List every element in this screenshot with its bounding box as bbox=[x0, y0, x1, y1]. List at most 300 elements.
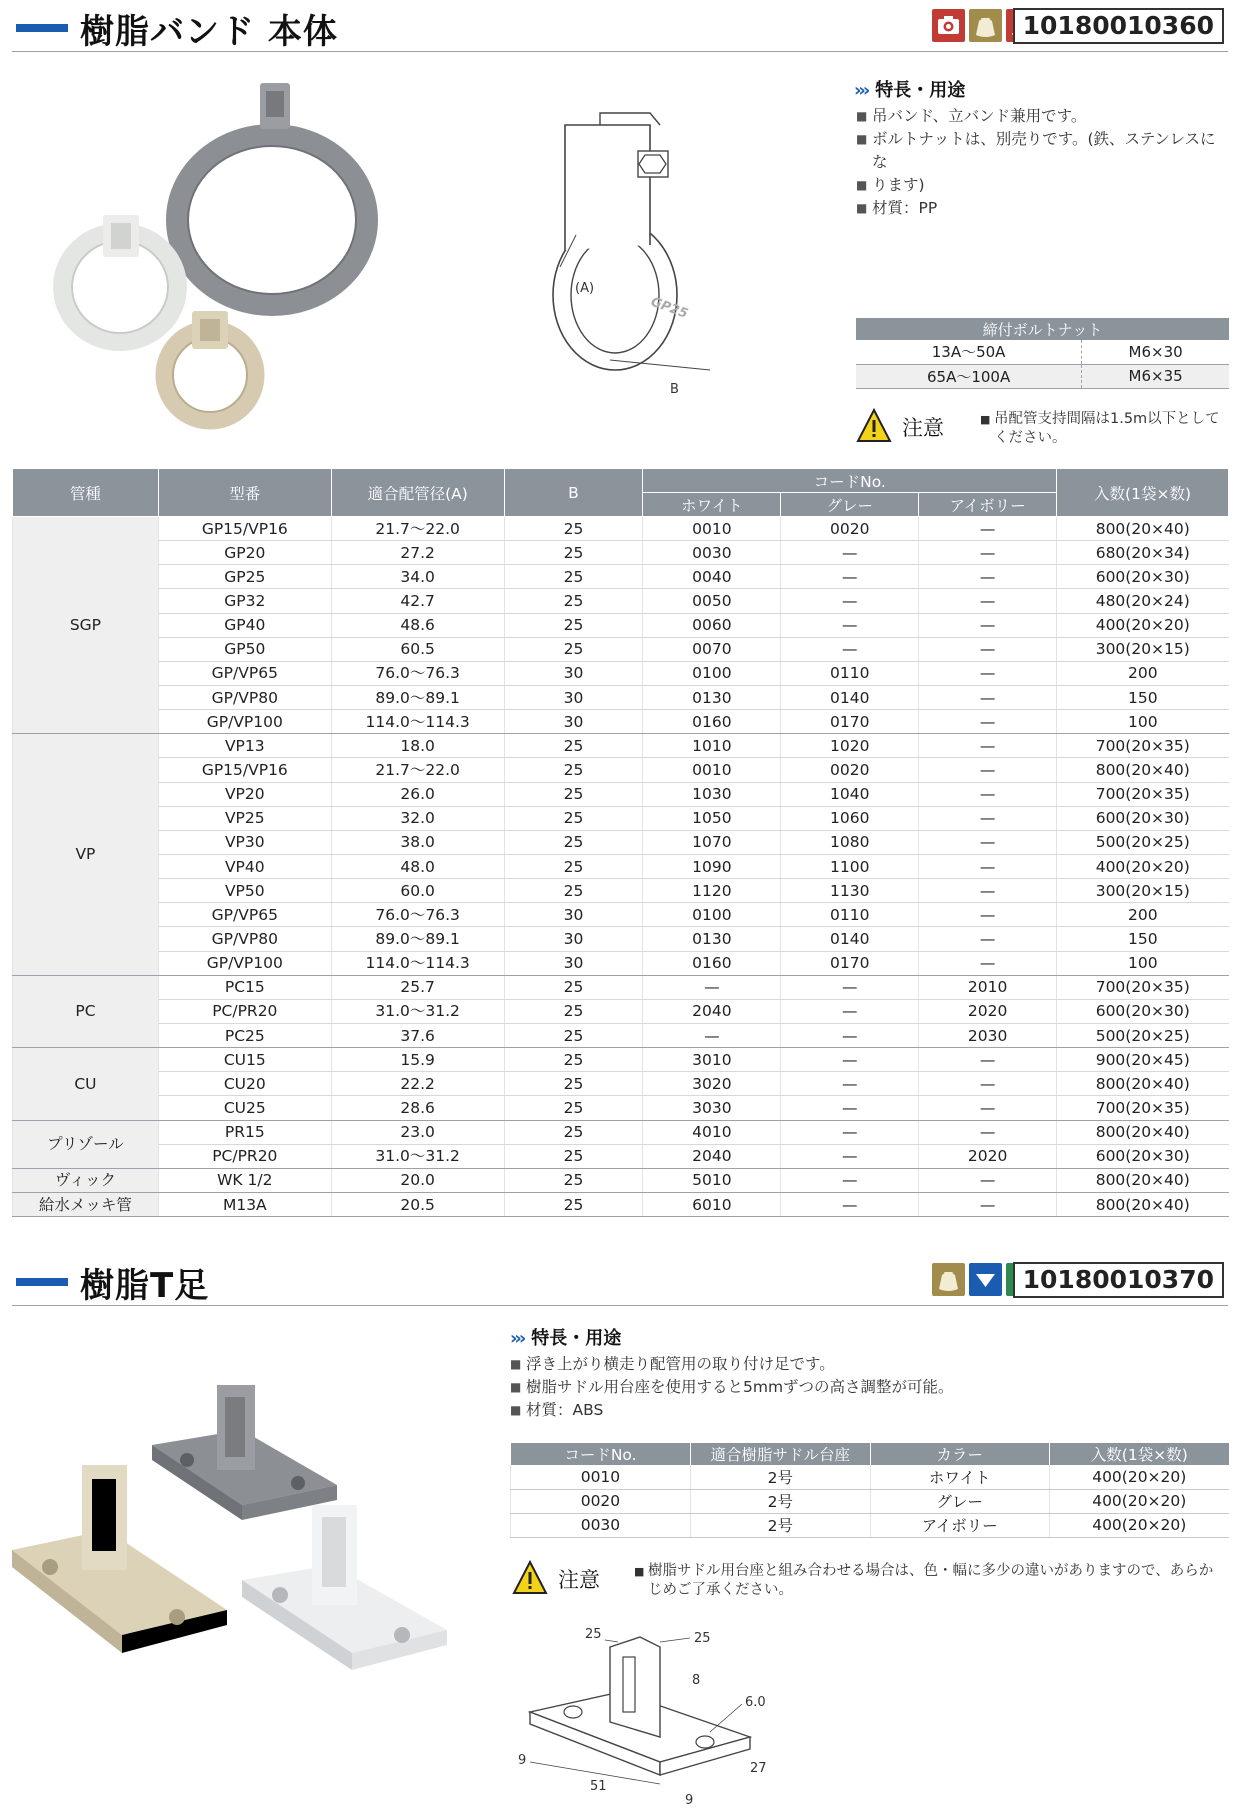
band-spec-table bbox=[12, 468, 1229, 1217]
table-cell: 0170 bbox=[781, 710, 919, 734]
table-cell: VP25 bbox=[158, 806, 331, 830]
table-cell: 0100 bbox=[643, 661, 781, 685]
table-cell: VP13 bbox=[158, 734, 331, 758]
bolt-range: 13A～50A bbox=[856, 340, 1082, 364]
pipe-kind-cell: SGP bbox=[13, 517, 159, 734]
table-cell: — bbox=[643, 1023, 781, 1047]
product-code: 10180010370 bbox=[1013, 1262, 1224, 1298]
col-b: B bbox=[504, 469, 643, 517]
table-cell: 26.0 bbox=[331, 782, 504, 806]
table-row bbox=[13, 1192, 1229, 1216]
table-cell: 2040 bbox=[643, 999, 781, 1023]
table-cell: — bbox=[919, 589, 1057, 613]
table-cell: 30 bbox=[504, 951, 643, 975]
caution-text: ■ 吊配管支持間隔は1.5m以下として ください。 bbox=[980, 411, 1220, 446]
table-cell: — bbox=[919, 758, 1057, 782]
table-row bbox=[13, 903, 1229, 927]
table-cell: 2号 bbox=[690, 1513, 870, 1537]
pipe-kind-cell: プリゾール bbox=[13, 1120, 159, 1168]
table-cell: — bbox=[781, 1072, 919, 1096]
table-cell: 700(20×35) bbox=[1057, 734, 1229, 758]
table-row bbox=[13, 1096, 1229, 1120]
pipe-kind-cell: ヴィック bbox=[13, 1168, 159, 1192]
features-list bbox=[856, 105, 1231, 220]
table-cell: GP15/VP16 bbox=[158, 758, 331, 782]
table-cell: VP40 bbox=[158, 854, 331, 878]
table-cell: 680(20×34) bbox=[1057, 541, 1229, 565]
table-cell: グレー bbox=[870, 1489, 1049, 1513]
table-cell: 30 bbox=[504, 661, 643, 685]
table-cell: 0010 bbox=[511, 1465, 691, 1489]
table-cell: 25 bbox=[504, 589, 643, 613]
bolt-range: 65A～100A bbox=[856, 364, 1082, 388]
pipe-kind-cell: PC bbox=[13, 975, 159, 1047]
dim-label: 25 bbox=[585, 1627, 602, 1642]
diagram-stamp: GP25 bbox=[648, 294, 690, 322]
table-cell: 0020 bbox=[781, 758, 919, 782]
features-list bbox=[510, 1353, 1230, 1422]
table-cell: 32.0 bbox=[331, 806, 504, 830]
table-cell: 6010 bbox=[643, 1192, 781, 1216]
table-cell: 0060 bbox=[643, 613, 781, 637]
table-cell: 25 bbox=[504, 1120, 643, 1144]
table-cell: — bbox=[781, 1144, 919, 1168]
table-cell: — bbox=[781, 1120, 919, 1144]
table-cell: 25 bbox=[504, 1144, 643, 1168]
table-cell: 25 bbox=[504, 565, 643, 589]
table-cell: 300(20×15) bbox=[1057, 879, 1229, 903]
table-cell: 0100 bbox=[643, 903, 781, 927]
table-cell: 48.6 bbox=[331, 613, 504, 637]
table-row bbox=[13, 661, 1229, 685]
table-cell: — bbox=[919, 782, 1057, 806]
table-cell: 0140 bbox=[781, 927, 919, 951]
table-cell: PC/PR20 bbox=[158, 1144, 331, 1168]
table-row bbox=[13, 1120, 1229, 1144]
chevron-right-icon: ››› bbox=[854, 80, 868, 101]
table-cell: — bbox=[919, 927, 1057, 951]
table-cell: — bbox=[781, 1096, 919, 1120]
feature-item: ■ 浮き上がり横走り配管用の取り付け足です。 bbox=[510, 1353, 1230, 1376]
diagram-label-a: (A) bbox=[575, 281, 595, 296]
table-cell: 0020 bbox=[511, 1489, 691, 1513]
bolt-table-header: 締付ボルトナット bbox=[856, 318, 1229, 340]
table-cell: 25 bbox=[504, 1072, 643, 1096]
table-cell: 89.0～89.1 bbox=[331, 685, 504, 709]
table-cell: 30 bbox=[504, 903, 643, 927]
table-cell: 76.0～76.3 bbox=[331, 903, 504, 927]
table-cell: 21.7～22.0 bbox=[331, 758, 504, 782]
table-row bbox=[13, 975, 1229, 999]
table-cell: 480(20×24) bbox=[1057, 589, 1229, 613]
table-row bbox=[13, 999, 1229, 1023]
table-cell: 800(20×40) bbox=[1057, 1120, 1229, 1144]
table-cell: 700(20×35) bbox=[1057, 975, 1229, 999]
table-cell: CU25 bbox=[158, 1096, 331, 1120]
table-cell: 21.7～22.0 bbox=[331, 517, 504, 541]
feature-item: ■ 樹脂サドル用台座を使用すると5mmずつの高さ調整が可能。 bbox=[510, 1376, 1230, 1399]
table-row bbox=[511, 1465, 1230, 1489]
table-cell: 0130 bbox=[643, 685, 781, 709]
table-cell: — bbox=[781, 999, 919, 1023]
table-cell: VP50 bbox=[158, 879, 331, 903]
dim-label: 9 bbox=[685, 1793, 694, 1808]
table-cell: 800(20×40) bbox=[1057, 1072, 1229, 1096]
table-cell: 76.0～76.3 bbox=[331, 661, 504, 685]
table-cell: 2020 bbox=[919, 999, 1057, 1023]
table-cell: — bbox=[919, 613, 1057, 637]
table-cell: 400(20×20) bbox=[1049, 1489, 1229, 1513]
table-cell: — bbox=[919, 661, 1057, 685]
table-cell: — bbox=[919, 565, 1057, 589]
table-cell: 30 bbox=[504, 685, 643, 709]
table-cell: 700(20×35) bbox=[1057, 782, 1229, 806]
table-cell: — bbox=[919, 685, 1057, 709]
table-cell: — bbox=[919, 1096, 1057, 1120]
table-row bbox=[511, 1489, 1230, 1513]
table-cell: 1040 bbox=[781, 782, 919, 806]
table-cell: 15.9 bbox=[331, 1048, 504, 1072]
table-row bbox=[13, 734, 1229, 758]
table-cell: 400(20×20) bbox=[1057, 854, 1229, 878]
col-model: 型番 bbox=[158, 469, 331, 517]
table-cell: 1030 bbox=[643, 782, 781, 806]
col-code: コードNo. bbox=[643, 469, 1057, 493]
col-color: カラー bbox=[870, 1443, 1049, 1465]
table-cell: 0130 bbox=[643, 927, 781, 951]
table-cell: 2030 bbox=[919, 1023, 1057, 1047]
table-cell: — bbox=[643, 975, 781, 999]
table-row bbox=[13, 637, 1229, 661]
features-heading: ››› 特長・用途 bbox=[854, 80, 966, 101]
table-cell: 28.6 bbox=[331, 1096, 504, 1120]
table-cell: 2号 bbox=[690, 1489, 870, 1513]
table-cell: 1070 bbox=[643, 830, 781, 854]
features-heading: ››› 特長・用途 bbox=[510, 1328, 622, 1349]
table-cell: 18.0 bbox=[331, 734, 504, 758]
table-cell: 25 bbox=[504, 1096, 643, 1120]
caution-note bbox=[856, 408, 1231, 452]
table-cell: 4010 bbox=[643, 1120, 781, 1144]
bolt-size: M6×35 bbox=[1082, 364, 1229, 388]
table-cell: GP/VP65 bbox=[158, 903, 331, 927]
table-cell: 0010 bbox=[643, 517, 781, 541]
bag-icon bbox=[932, 1263, 965, 1296]
table-row bbox=[13, 589, 1229, 613]
table-cell: 25.7 bbox=[331, 975, 504, 999]
table-cell: 31.0～31.2 bbox=[331, 999, 504, 1023]
table-cell: 0170 bbox=[781, 951, 919, 975]
table-cell: 114.0～114.3 bbox=[331, 951, 504, 975]
table-cell: 20.0 bbox=[331, 1168, 504, 1192]
table-cell: 25 bbox=[504, 637, 643, 661]
table-cell: — bbox=[919, 1192, 1057, 1216]
table-cell: — bbox=[781, 613, 919, 637]
table-cell: GP/VP100 bbox=[158, 951, 331, 975]
table-cell: 30 bbox=[504, 927, 643, 951]
table-cell: — bbox=[919, 637, 1057, 661]
tfoot-spec-table bbox=[510, 1443, 1229, 1538]
table-cell: 1130 bbox=[781, 879, 919, 903]
table-cell: — bbox=[781, 1192, 919, 1216]
table-cell: — bbox=[919, 830, 1057, 854]
table-cell: ホワイト bbox=[870, 1465, 1049, 1489]
col-kind: 管種 bbox=[13, 469, 159, 517]
header-accent-bar bbox=[16, 1278, 68, 1286]
table-cell: CU15 bbox=[158, 1048, 331, 1072]
section-header-tfoot bbox=[12, 1254, 1228, 1306]
feature-item: ■ ボルトナットは、別売りです。(鉄、ステンレスにな bbox=[856, 128, 1231, 174]
table-cell: 114.0～114.3 bbox=[331, 710, 504, 734]
table-cell: 1100 bbox=[781, 854, 919, 878]
table-cell: 700(20×35) bbox=[1057, 1096, 1229, 1120]
table-cell: 3010 bbox=[643, 1048, 781, 1072]
table-cell: 600(20×30) bbox=[1057, 806, 1229, 830]
table-cell: GP/VP80 bbox=[158, 927, 331, 951]
bag-icon bbox=[969, 9, 1002, 42]
dim-label: 51 bbox=[590, 1779, 607, 1794]
table-row bbox=[13, 613, 1229, 637]
table-row bbox=[13, 854, 1229, 878]
table-cell: 60.0 bbox=[331, 879, 504, 903]
bolt-nut-table bbox=[856, 318, 1229, 389]
table-cell: GP/VP65 bbox=[158, 661, 331, 685]
table-cell: VP20 bbox=[158, 782, 331, 806]
table-cell: 1020 bbox=[781, 734, 919, 758]
feature-item-continued: ■ ります) bbox=[856, 174, 1231, 197]
table-cell: GP32 bbox=[158, 589, 331, 613]
table-cell: 38.0 bbox=[331, 830, 504, 854]
table-cell: 100 bbox=[1057, 951, 1229, 975]
table-row bbox=[13, 1048, 1229, 1072]
table-cell: 25 bbox=[504, 1192, 643, 1216]
table-cell: 2号 bbox=[690, 1465, 870, 1489]
table-row bbox=[13, 1168, 1229, 1192]
col-qty: 入数(1袋×数) bbox=[1057, 469, 1229, 517]
table-row bbox=[511, 1513, 1230, 1537]
table-cell: 1010 bbox=[643, 734, 781, 758]
table-cell: — bbox=[919, 879, 1057, 903]
table-cell: 800(20×40) bbox=[1057, 1168, 1229, 1192]
table-cell: — bbox=[919, 1048, 1057, 1072]
down-arrow-icon bbox=[969, 1263, 1002, 1296]
warning-icon bbox=[856, 408, 892, 444]
table-cell: 25 bbox=[504, 782, 643, 806]
table-row bbox=[13, 517, 1229, 541]
table-cell: 34.0 bbox=[331, 565, 504, 589]
table-cell: PC/PR20 bbox=[158, 999, 331, 1023]
table-cell: 25 bbox=[504, 806, 643, 830]
table-cell: 600(20×30) bbox=[1057, 1144, 1229, 1168]
table-cell: — bbox=[919, 1120, 1057, 1144]
table-cell: PR15 bbox=[158, 1120, 331, 1144]
dim-label: 25 bbox=[694, 1631, 711, 1646]
dim-label: 6.0 bbox=[745, 1695, 766, 1710]
table-cell: 900(20×45) bbox=[1057, 1048, 1229, 1072]
table-cell: 25 bbox=[504, 999, 643, 1023]
table-cell: 25 bbox=[504, 734, 643, 758]
table-cell: 3020 bbox=[643, 1072, 781, 1096]
table-cell: CU20 bbox=[158, 1072, 331, 1096]
table-cell: 0020 bbox=[781, 517, 919, 541]
table-cell: 400(20×20) bbox=[1057, 613, 1229, 637]
table-row bbox=[13, 758, 1229, 782]
table-cell: PC25 bbox=[158, 1023, 331, 1047]
table-cell: アイボリー bbox=[870, 1513, 1049, 1537]
table-cell: — bbox=[919, 517, 1057, 541]
table-row bbox=[13, 685, 1229, 709]
table-cell: 0010 bbox=[643, 758, 781, 782]
col-qty: 入数(1袋×数) bbox=[1049, 1443, 1229, 1465]
table-cell: — bbox=[781, 637, 919, 661]
table-row bbox=[13, 782, 1229, 806]
table-cell: — bbox=[919, 903, 1057, 927]
table-row bbox=[13, 927, 1229, 951]
table-cell: 200 bbox=[1057, 661, 1229, 685]
feature-item: ■ 材質：PP bbox=[856, 197, 1231, 220]
table-cell: GP40 bbox=[158, 613, 331, 637]
table-cell: — bbox=[781, 565, 919, 589]
table-cell: 0070 bbox=[643, 637, 781, 661]
table-cell: 25 bbox=[504, 879, 643, 903]
table-cell: 20.5 bbox=[331, 1192, 504, 1216]
header-accent-bar bbox=[16, 24, 68, 32]
table-cell: 2020 bbox=[919, 1144, 1057, 1168]
table-cell: 0110 bbox=[781, 661, 919, 685]
col-diameter: 適合配管径(A) bbox=[331, 469, 504, 517]
tfoot-product-photo bbox=[12, 1375, 502, 1705]
section-title: 樹脂T足 bbox=[80, 1266, 210, 1306]
dim-label: 27 bbox=[750, 1761, 767, 1776]
table-cell: 800(20×40) bbox=[1057, 517, 1229, 541]
table-cell: GP15/VP16 bbox=[158, 517, 331, 541]
table-cell: 1050 bbox=[643, 806, 781, 830]
table-cell: — bbox=[919, 541, 1057, 565]
table-cell: 2010 bbox=[919, 975, 1057, 999]
col-white: ホワイト bbox=[643, 493, 781, 517]
col-saddle: 適合樹脂サドル台座 bbox=[690, 1443, 870, 1465]
table-cell: 3030 bbox=[643, 1096, 781, 1120]
table-cell: M13A bbox=[158, 1192, 331, 1216]
table-cell: 600(20×30) bbox=[1057, 999, 1229, 1023]
table-cell: 27.2 bbox=[331, 541, 504, 565]
table-cell: — bbox=[919, 854, 1057, 878]
table-cell: 0140 bbox=[781, 685, 919, 709]
table-cell: VP30 bbox=[158, 830, 331, 854]
table-cell: 25 bbox=[504, 758, 643, 782]
table-cell: 150 bbox=[1057, 685, 1229, 709]
col-code: コードNo. bbox=[511, 1443, 691, 1465]
table-cell: — bbox=[781, 975, 919, 999]
caution-label: 注意 bbox=[902, 416, 944, 440]
table-cell: PC15 bbox=[158, 975, 331, 999]
table-cell: 1080 bbox=[781, 830, 919, 854]
table-cell: 25 bbox=[504, 1023, 643, 1047]
table-cell: 500(20×25) bbox=[1057, 1023, 1229, 1047]
table-row bbox=[13, 710, 1229, 734]
pipe-kind-cell: CU bbox=[13, 1048, 159, 1120]
col-gray: グレー bbox=[781, 493, 919, 517]
table-cell: 30 bbox=[504, 710, 643, 734]
table-cell: 0050 bbox=[643, 589, 781, 613]
table-cell: — bbox=[781, 1168, 919, 1192]
table-cell: 60.5 bbox=[331, 637, 504, 661]
caution-label: 注意 bbox=[558, 1568, 600, 1592]
table-cell: 1090 bbox=[643, 854, 781, 878]
warning-icon bbox=[512, 1560, 548, 1596]
bolt-size: M6×30 bbox=[1082, 340, 1229, 364]
band-product-photo bbox=[50, 75, 390, 445]
table-cell: 2040 bbox=[643, 1144, 781, 1168]
table-row bbox=[13, 1072, 1229, 1096]
table-cell: — bbox=[919, 1072, 1057, 1096]
table-cell: 89.0～89.1 bbox=[331, 927, 504, 951]
table-cell: 42.7 bbox=[331, 589, 504, 613]
table-cell: 25 bbox=[504, 541, 643, 565]
table-cell: 200 bbox=[1057, 903, 1229, 927]
col-ivory: アイボリー bbox=[919, 493, 1057, 517]
table-cell: — bbox=[781, 589, 919, 613]
table-cell: — bbox=[919, 1168, 1057, 1192]
table-cell: — bbox=[919, 734, 1057, 758]
feature-item: ■ 吊バンド、立バンド兼用です。 bbox=[856, 105, 1231, 128]
table-cell: 1120 bbox=[643, 879, 781, 903]
table-cell: GP50 bbox=[158, 637, 331, 661]
table-row bbox=[13, 830, 1229, 854]
table-cell: 100 bbox=[1057, 710, 1229, 734]
table-cell: GP20 bbox=[158, 541, 331, 565]
table-cell: 25 bbox=[504, 1048, 643, 1072]
table-cell: 600(20×30) bbox=[1057, 565, 1229, 589]
dim-label: 8 bbox=[692, 1673, 701, 1688]
section-title: 樹脂バンド 本体 bbox=[80, 12, 338, 52]
table-cell: 0030 bbox=[511, 1513, 691, 1537]
table-cell: 25 bbox=[504, 854, 643, 878]
table-row bbox=[13, 1144, 1229, 1168]
dim-label: 9 bbox=[518, 1753, 527, 1768]
table-cell: 800(20×40) bbox=[1057, 758, 1229, 782]
diagram-label-b: B bbox=[670, 382, 679, 397]
table-row bbox=[13, 565, 1229, 589]
table-cell: — bbox=[919, 710, 1057, 734]
table-cell: 400(20×20) bbox=[1049, 1513, 1229, 1537]
table-cell: 22.2 bbox=[331, 1072, 504, 1096]
caution-note bbox=[512, 1560, 1232, 1604]
table-cell: WK 1/2 bbox=[158, 1168, 331, 1192]
table-cell: — bbox=[781, 1048, 919, 1072]
table-cell: 1060 bbox=[781, 806, 919, 830]
feature-item: ■ 材質：ABS bbox=[510, 1399, 1230, 1422]
pipe-kind-cell: 給水メッキ管 bbox=[13, 1192, 159, 1216]
table-cell: GP25 bbox=[158, 565, 331, 589]
table-cell: 0040 bbox=[643, 565, 781, 589]
table-cell: 0030 bbox=[643, 541, 781, 565]
table-cell: — bbox=[781, 1023, 919, 1047]
table-cell: GP/VP100 bbox=[158, 710, 331, 734]
table-cell: 48.0 bbox=[331, 854, 504, 878]
table-cell: — bbox=[919, 806, 1057, 830]
table-cell: — bbox=[919, 951, 1057, 975]
table-cell: 25 bbox=[504, 1168, 643, 1192]
table-cell: 0110 bbox=[781, 903, 919, 927]
tfoot-spec-table-body bbox=[511, 1465, 1230, 1537]
table-cell: 25 bbox=[504, 975, 643, 999]
table-cell: 25 bbox=[504, 517, 643, 541]
band-spec-table-body bbox=[13, 517, 1229, 1217]
tfoot-dimension-drawing bbox=[510, 1612, 790, 1812]
table-cell: 300(20×15) bbox=[1057, 637, 1229, 661]
table-row bbox=[13, 806, 1229, 830]
